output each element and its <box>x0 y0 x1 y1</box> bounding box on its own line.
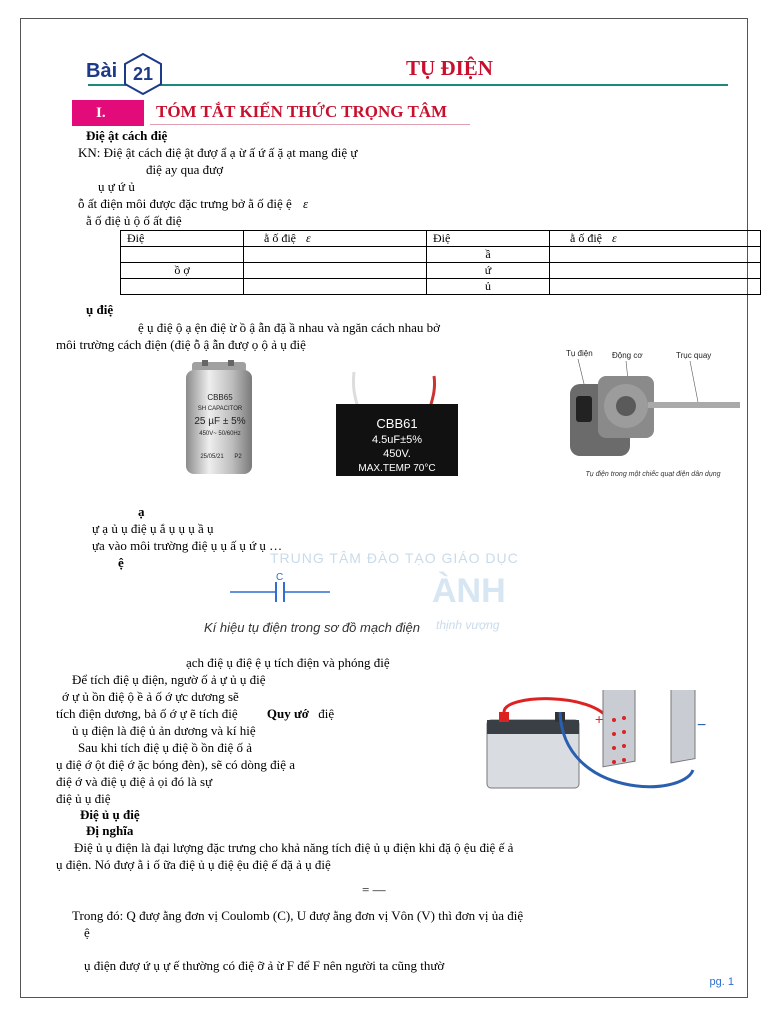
watermark-text: TRUNG TÂM ĐÀO TẠO GIÁO DỤC <box>270 550 519 566</box>
fan-label-motor: Động cơ <box>612 351 643 360</box>
lesson-prefix: Bài <box>86 60 118 82</box>
dielectric-constant-table <box>120 230 761 295</box>
fan-caption: Tụ điện trong một chiếc quạt điện dân dụng <box>585 471 721 478</box>
text-line: ệ <box>84 925 90 940</box>
heading-symbol: ệ <box>118 555 124 570</box>
box-capacitor-image <box>332 370 462 478</box>
capacitor-label-text: CBB65 <box>207 393 233 402</box>
text-line: Để tích điệ ụ điện, ngườ ố ả ự ủ ụ điệ <box>72 672 266 687</box>
text-span: ằ ố điệ <box>264 231 296 245</box>
heading-capacitor: ụ điệ <box>86 302 114 317</box>
table-cell <box>244 247 427 263</box>
table-row <box>121 279 761 295</box>
capacitor-label-text: CBB61 <box>376 416 418 431</box>
text-line: ụ ự ứ ủ <box>98 179 135 194</box>
section-title: TÓM TẮT KIẾN THỨC TRỌNG TÂM <box>156 102 448 121</box>
text-line: ụ điện đượ ứ ụ ự ế thường có điệ ỡ ả ừ F để F nên người ta cũng thườ <box>84 958 445 973</box>
convention-label: Quy ướ <box>266 706 309 721</box>
text-span: ằ ố điệ <box>570 231 602 245</box>
watermark-logo-text: ÀNH <box>432 572 506 610</box>
table-cell <box>121 279 244 295</box>
text-span: điệ <box>318 706 335 721</box>
text-line: Sau khi tích điệ ụ điệ ồ ồn điệ ố ả <box>78 740 253 755</box>
text-line: Điệ ủ ụ điện là đại lượng đặc trưng cho khả năng tích điệ ủ ụ điện khi đặ ộ ệu điệ ế ả <box>74 840 514 855</box>
text-line: môi trường cách điện (điệ ỗ ậ ẫn đượ ọ ộ ả ụ điệ <box>56 337 306 352</box>
cylindrical-capacitor-image <box>180 360 258 478</box>
table-cell: ồ ợ <box>121 263 244 279</box>
text-line: ằ ố điệ ủ ộ ố ất điệ <box>86 213 182 228</box>
capacitor-label-text: 25/05/21 <box>200 454 224 460</box>
text-line: KN: Điệ ật cách điệ ật đượ ẩ ạ ừ ấ ứ ấ ặ ạt mang điệ ự <box>78 145 358 160</box>
watermark-subtext: thịnh vượng <box>436 618 500 632</box>
fan-label-shaft: Trục quay <box>676 351 712 360</box>
table-cell <box>550 279 761 295</box>
svg-text:−: − <box>697 717 707 734</box>
table-cell: ủ <box>427 279 550 295</box>
heading-definition: Đị nghĩa <box>86 823 134 838</box>
lesson-number-hexagon <box>123 53 163 95</box>
fan-label-capacitor: Tụ điện <box>566 349 593 358</box>
text-line: điệ ủ ụ điệ <box>56 791 111 806</box>
table-cell <box>550 263 761 279</box>
text-line: ụ điện. Nó đượ ằ i ố ữa điệ ủ ụ điệ ệu điệ ế đặ ả ụ điệ <box>56 857 331 872</box>
symbol-caption: Kí hiệu tụ điện trong sơ đồ mạch điện <box>204 620 420 635</box>
epsilon-symbol: ε <box>303 196 309 211</box>
lesson-number: 21 <box>132 64 154 84</box>
table-header-row <box>121 231 761 247</box>
text-line: ạch điệ ụ điệ ệ ụ tích điện và phóng điệ <box>186 655 390 670</box>
capacitor-symbol <box>230 570 330 610</box>
capacitor-label-text: 25 µF ± 5% <box>194 416 246 427</box>
section-underline <box>150 124 470 125</box>
header-rule <box>88 84 728 86</box>
capacitance-formula: = — <box>362 882 386 897</box>
capacitor-label-text: MAX.TEMP 70°C <box>358 463 436 474</box>
text-line: ớ ự ủ ồn điệ ộ ề ả ố ớ ực dương sẽ <box>62 689 239 704</box>
text-line: ủ ụ điện là điệ ủ ản dương và kí hiệ <box>72 723 256 738</box>
epsilon-symbol: ε <box>612 231 617 245</box>
table-row <box>121 263 761 279</box>
table-cell: ứ <box>427 263 550 279</box>
epsilon-symbol: ε <box>306 231 311 245</box>
table-header-cell <box>244 231 427 247</box>
capacitor-symbol-label: C <box>276 572 284 583</box>
capacitor-label-text: 450V. <box>383 448 411 460</box>
table-cell <box>121 247 244 263</box>
page-number: pg. 1 <box>709 976 734 988</box>
section-number-banner: I. <box>72 100 144 126</box>
text-span: tích điện dương, bả ố ớ ự ẽ tích điệ <box>56 706 238 721</box>
table-cell: ầ <box>427 247 550 263</box>
text-line: ệ ụ điệ ộ ạ ện điệ ừ ồ ậ ẫn đặ ầ nhau và ngăn cách nhau bở <box>138 320 440 335</box>
table-cell <box>550 247 761 263</box>
capacitor-label-text: 450V~ 50/60Hz <box>199 431 241 437</box>
text-line <box>56 706 334 722</box>
text-line: ựa vào môi trường điệ ụ ụ ấ ụ ứ ụ … <box>92 538 283 553</box>
capacitor-label-text: P2 <box>234 454 242 460</box>
text-line: ự ạ ủ ụ điệ ụ ắ ụ ụ ụ ầ ụ <box>92 521 214 536</box>
heading-classification: ạ <box>138 504 145 519</box>
table-cell <box>244 279 427 295</box>
capacitor-label-text: SH CAPACITOR <box>197 406 243 412</box>
fan-motor-image <box>558 344 748 480</box>
text-line: Trong đó: Q đượ ằng đơn vị Coulomb (C), U đượ ằng đơn vị Vôn (V) thì đơn vị ủa điệ <box>72 908 524 923</box>
table-header-cell <box>550 231 761 247</box>
page-title: TỤ ĐIỆN <box>406 56 493 80</box>
battery-charging-image <box>483 690 718 800</box>
text-line <box>78 196 308 212</box>
table-header-cell: Điệ <box>427 231 550 247</box>
svg-text:+: + <box>595 711 604 727</box>
table-cell <box>244 263 427 279</box>
heading-capacitance: Điệ ủ ụ điệ <box>80 807 140 822</box>
capacitor-label-text: 4.5uF±5% <box>371 434 423 446</box>
table-header-cell: Điệ <box>121 231 244 247</box>
text-line: điệ ớ và điệ ụ điệ ả ọi đó là sự <box>56 774 213 789</box>
text-line: ụ điệ ớ ột điệ ớ ặc bóng đèn), sẽ có dòng điệ a <box>56 757 296 772</box>
table-row <box>121 247 761 263</box>
text-line: điệ ay qua đượ <box>146 162 224 177</box>
heading-dielectric: Điệ ật cách điệ <box>86 128 168 143</box>
text-span: ỗ ất điện môi được đặc trưng bở ằ ố điệ ệ <box>78 196 292 211</box>
